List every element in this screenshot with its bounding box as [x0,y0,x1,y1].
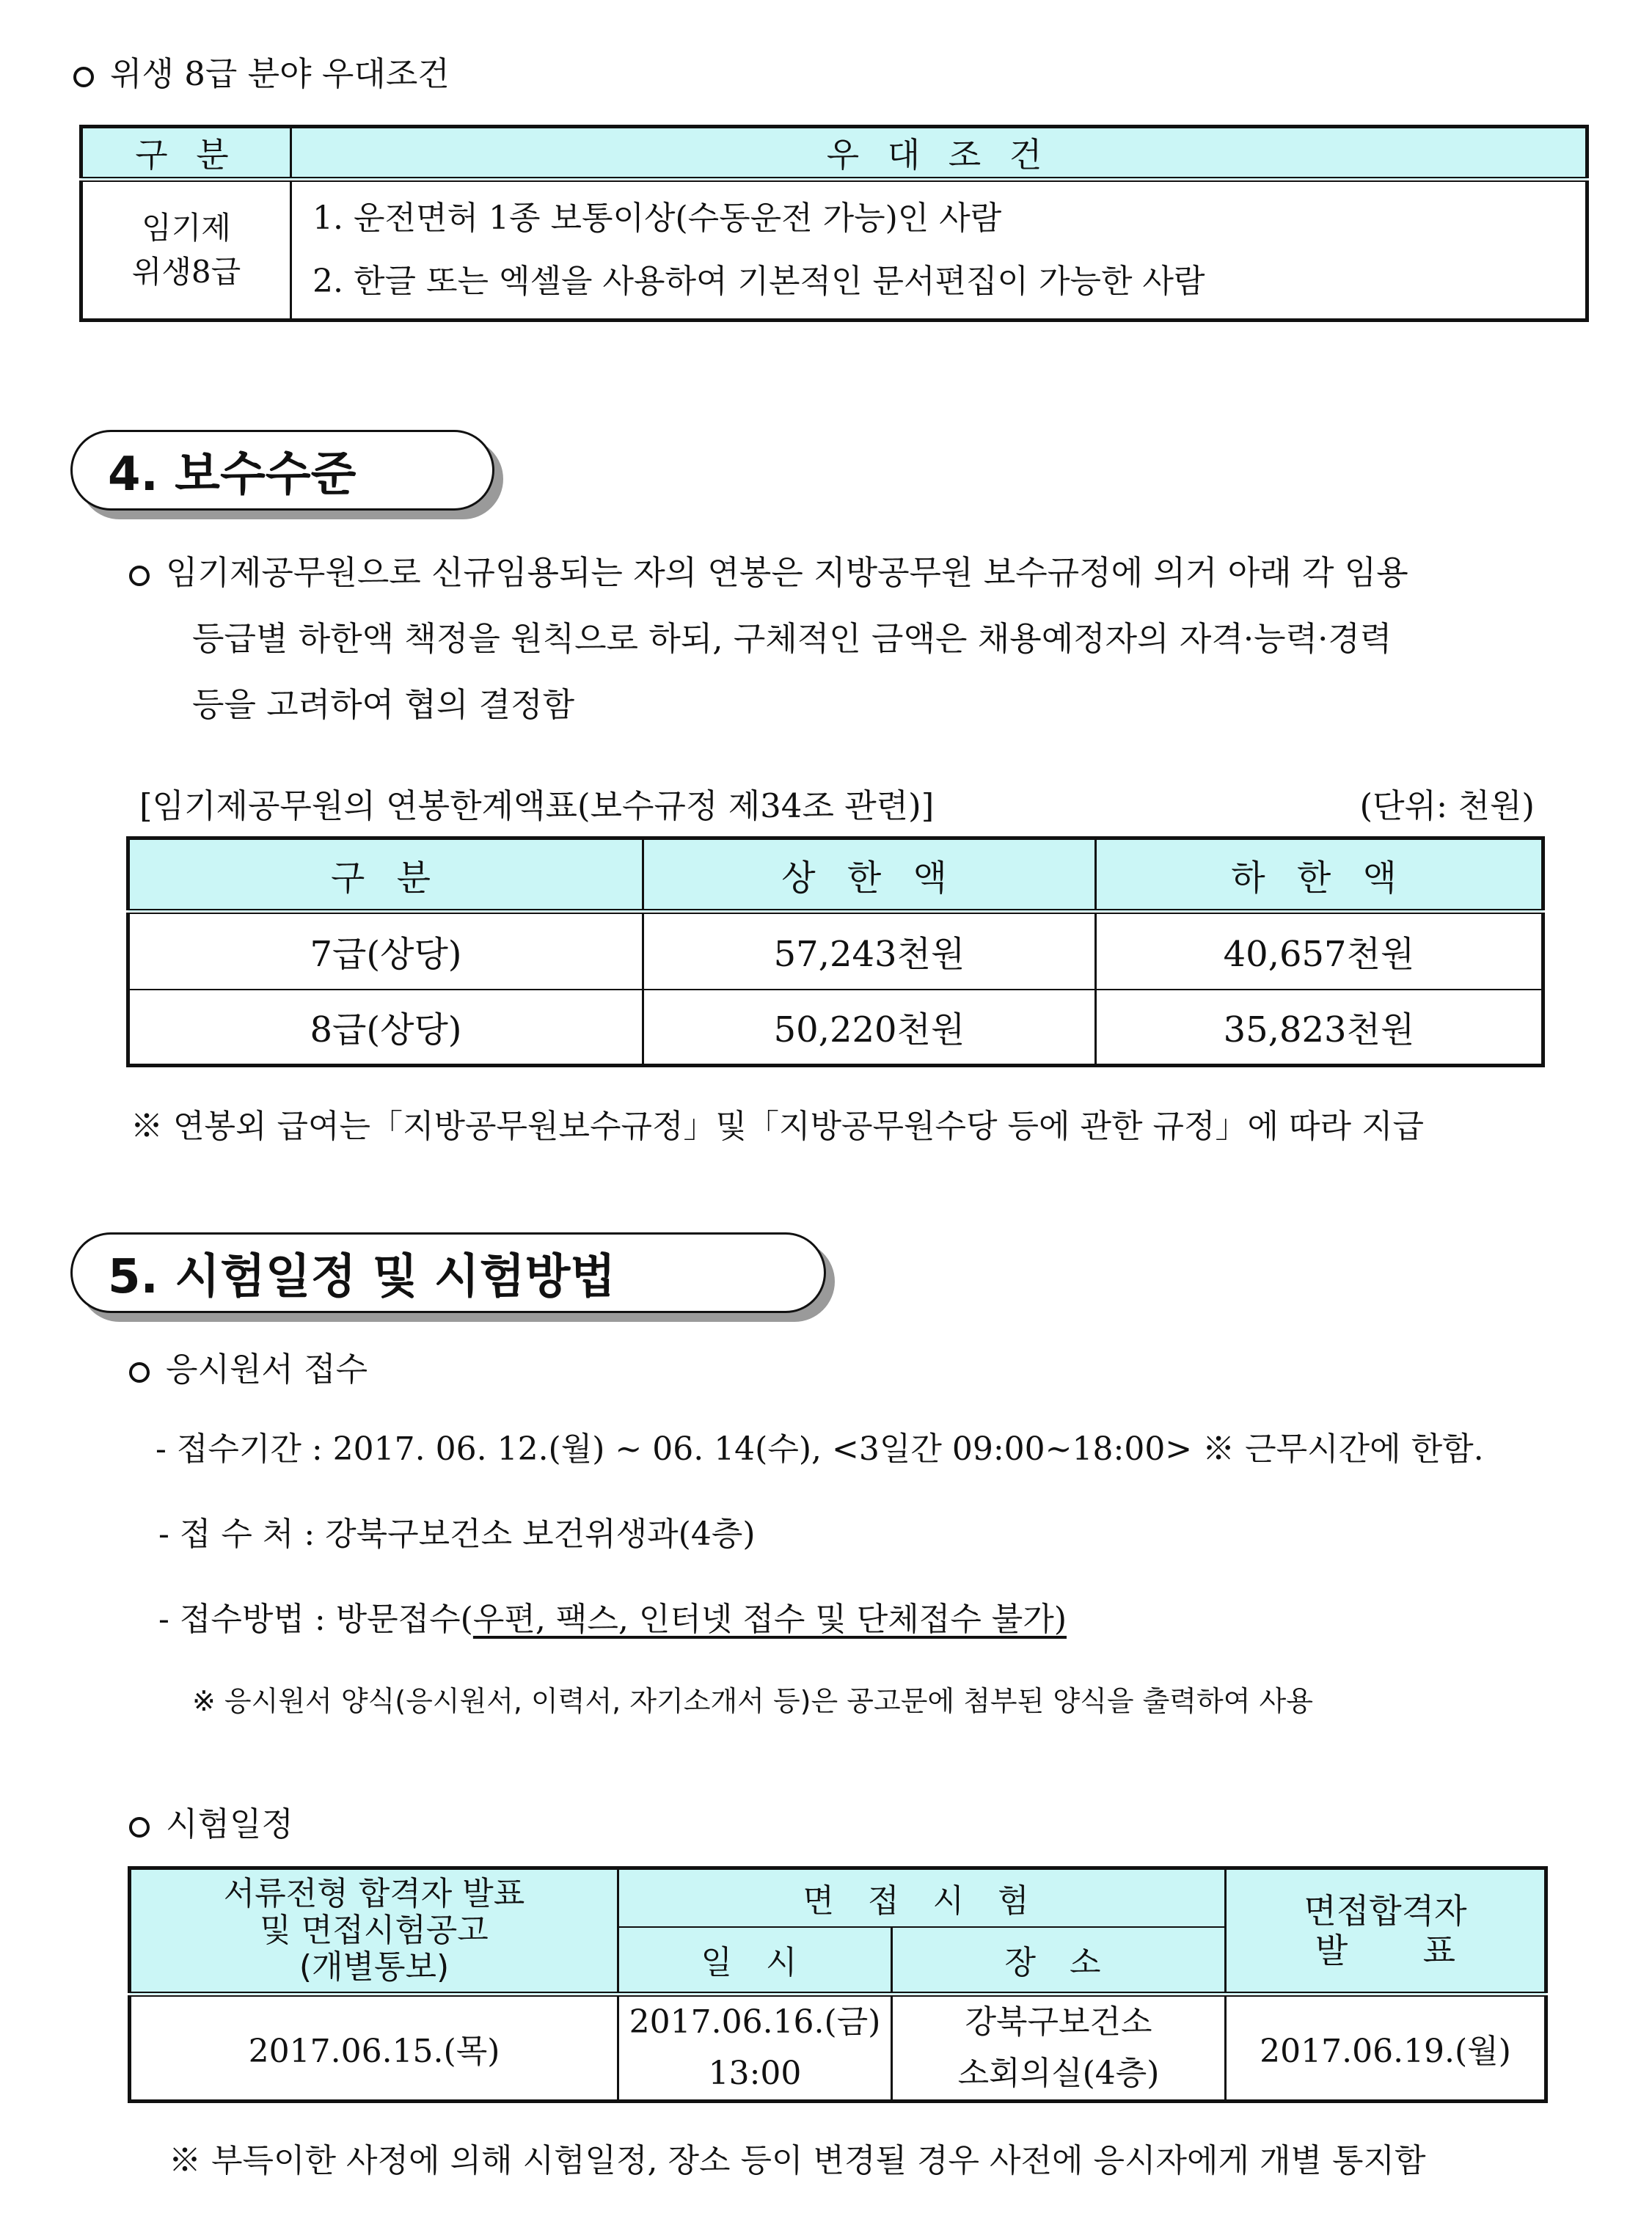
salary-table-row: 7급(상당) 57,243천원 40,657천원 [128,912,1543,990]
condition-item: 2. 한글 또는 엑셀을 사용하여 기본적인 문서편집이 가능한 사람 [313,263,1205,300]
salary-paragraph-line-2: 등급별 하한액 책정을 원칙으로 하되, 구체적인 금액은 채용예정자의 자격·능력·경력 [192,619,1392,658]
salary-table-header [128,838,1543,912]
salary-paragraph-line-3: 등을 고려하여 협의 결정함 [192,685,575,724]
final-result-date: 2017.06.19.(월) [1260,2033,1511,2070]
header-interview: 면 접 시 험 [618,1868,1226,1927]
schedule-table [128,1866,1548,2103]
interview-date: 2017.06.16.(금) 13:00 [618,1995,892,2102]
header-interview-date: 일 시 [618,1927,892,1995]
header-upper: 상 한 액 [643,838,1096,912]
conditions-cell [291,180,1587,321]
header-category: 구 분 [81,127,291,180]
header-final-result: 면접합격자 발 표 [1226,1868,1546,1995]
application-period: - 접수기간 : 2017. 06. 12.(월) ~ 06. 14(수), <3일간 09:00~18:00> ※ 근무시간에 한함. [156,1430,1484,1468]
condition-item: 1. 운전면허 1종 보통이상(수동운전 가능)인 사람 [313,200,1002,237]
interview-place: 강북구보건소 소회의실(4층) [892,1995,1226,2102]
salary-table-caption: [임기제공무원의 연봉한계액표(보수규정 제34조 관련)] [139,786,935,825]
section-5-title: 5. 시험일정 및 시험방법 [70,1232,826,1313]
circle-bullet-icon [129,1817,150,1838]
category-cell: 임기제 위생8급 [81,180,291,321]
section-4-title: 4. 보수수준 [70,430,494,511]
preference-table-row [81,180,1587,321]
preference-heading: 위생 8급 분야 우대조건 [73,57,450,90]
header-grade: 구 분 [128,838,643,912]
schedule-heading: 시험일정 [129,1807,293,1840]
schedule-note: ※ 부득이한 사정에 의해 시험일정, 장소 등이 변경될 경우 사전에 응시자에게 개별 통지함 [169,2142,1426,2179]
doc-result-date: 2017.06.15.(목) [130,1995,618,2102]
circle-bullet-icon [73,67,94,87]
salary-table-row: 8급(상당) 50,220천원 35,823천원 [128,990,1543,1066]
application-place: - 접 수 처 : 강북구보건소 보건위생과(4층) [158,1516,756,1553]
application-note: ※ 응시원서 양식(응시원서, 이력서, 자기소개서 등)은 공고문에 첨부된 양식을 출력하여 사용 [192,1685,1313,1717]
header-lower: 하 한 액 [1096,838,1543,912]
circle-bullet-icon [129,566,150,586]
salary-paragraph-line-1: 임기제공무원으로 신규임용되는 자의 연봉은 지방공무원 보수규정에 의거 아래 각 임용 [129,556,1408,589]
application-heading: 응시원서 접수 [129,1353,368,1386]
circle-bullet-icon [129,1362,150,1383]
preference-table [79,125,1589,322]
salary-table-unit: (단위: 천원) [1359,786,1535,825]
schedule-table-row [130,1995,1546,2102]
schedule-table-header [130,1868,1546,1927]
header-conditions: 우 대 조 건 [291,127,1587,180]
header-doc-result: 서류전형 합격자 발표 및 면접시험공고 (개별통보) [130,1868,618,1995]
preference-table-header [81,127,1587,180]
salary-note: ※ 연봉외 급여는「지방공무원보수규정」및「지방공무원수당 등에 관한 규정」에 따라 지급 [131,1108,1425,1145]
application-method: - 접수방법 : 방문접수(우편, 팩스, 인터넷 접수 및 단체접수 불가) [158,1601,1067,1638]
salary-table [126,836,1545,1067]
header-interview-place: 장 소 [892,1927,1226,1995]
